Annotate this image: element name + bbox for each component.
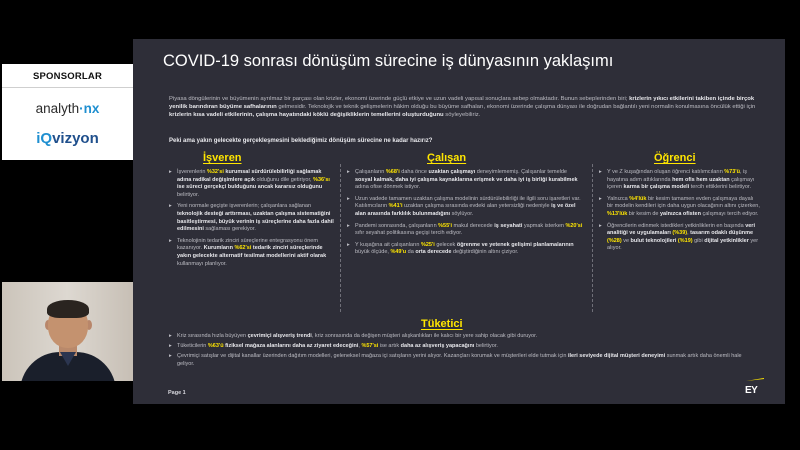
list-item — [347, 223, 583, 238]
analythinx-logo-main: analyth — [35, 101, 80, 116]
list-item — [347, 242, 583, 257]
text-run: İşverenlerin — [177, 169, 207, 175]
sidebar — [0, 0, 133, 450]
iqvizyon-logo-rest: vizyon — [52, 130, 99, 147]
text-run: ise artık — [378, 343, 401, 350]
list-item — [169, 333, 759, 341]
text-run: söylüyor. — [450, 210, 474, 217]
highlight-figure: %49'u — [390, 249, 407, 256]
list-item — [169, 343, 759, 351]
text-run: , kriz sonrasında da değişen müşteri alışkanlıkları ile kalıcı bir yere sahip olacak gibi duruyor. — [311, 333, 538, 339]
text-run: çalışmayı tercih ediyor. — [700, 210, 759, 217]
text-run: tasarım odaklı düşünme — [690, 230, 754, 237]
list-item — [599, 169, 761, 192]
text-run: teknolojik desteği arttırması — [177, 210, 251, 217]
text-run: fiziksel mağaza alanlarını daha az ziyaret edeceğini — [223, 343, 359, 350]
student-heading: Öğrenci — [654, 152, 696, 164]
ey-logo-beam — [746, 378, 764, 381]
text-run: bir kesim de — [627, 210, 660, 217]
text-run: sosyal kalmak, daha iyi çalışma kaynaklarına erişmek ve daha iyi iş birliği kurabilmek — [355, 176, 578, 183]
text-run: Teknolojinin tedarik zinciri süreçlerine entegrasyonu önem kazanıyor. — [177, 237, 318, 252]
sponsor-card — [2, 64, 133, 160]
list-item — [599, 223, 761, 253]
highlight-figure: %63'ü — [207, 343, 224, 350]
highlight-figure: %57'si — [361, 343, 379, 350]
text-run: uzaktan çalışma sırasında evdeki alan yetersizliği nedeniyle — [402, 203, 552, 210]
highlight-figure: %4'lük — [629, 195, 647, 202]
text-run: adına ofise dönmek istiyor. — [355, 184, 421, 191]
student-list — [599, 169, 761, 257]
text-run: uzaktan çalışmayı — [428, 169, 476, 175]
text-run: çevrimiçi alışveriş trendi — [247, 333, 312, 339]
sponsor-title: SPONSORLAR — [32, 71, 103, 82]
list-item — [169, 169, 337, 199]
text-run: makul derecede — [452, 222, 495, 229]
iqvizyon-logo — [2, 130, 133, 147]
list-item — [169, 238, 337, 268]
text-run: belirtiyor. — [474, 343, 498, 350]
highlight-figure: %55'i — [438, 222, 453, 229]
slide-intro — [169, 95, 759, 120]
text-run: da — [406, 249, 416, 256]
highlight-figure: %13'lük — [607, 210, 628, 217]
highlight-figure: %25'i — [420, 241, 435, 248]
highlight-figure: %36'sı — [313, 176, 330, 183]
highlight-figure: %62'si — [234, 245, 252, 252]
text-run: olduğunu dile getiriyor, — [254, 176, 314, 183]
page-number: Page 1 — [168, 390, 186, 396]
text-run: kurumsal sürdürülebilirliği sağlamak adına radikal değişimlere açık — [177, 169, 322, 183]
highlight-figure: (%28) — [607, 237, 622, 244]
presentation-slide — [133, 39, 785, 404]
text-run: , — [687, 230, 691, 237]
analythinx-logo-x: ·nx — [79, 101, 100, 116]
sponsor-divider — [2, 87, 133, 88]
text-run: yapmak isterken — [522, 222, 566, 229]
text-run: Yeni normale geçişte işverenlerin; çalışanlara sağlanan — [177, 203, 312, 210]
slide-title: COVID-19 sonrası dönüşüm sürecine iş dünyasının yaklaşımı — [163, 52, 614, 70]
text-run: bulut teknolojileri — [630, 237, 677, 244]
intro-run: söyleyebiliriz. — [443, 112, 481, 119]
iqvizyon-logo-iq: iQ — [36, 130, 53, 147]
text-run: Öğrencilerin edinmek istedikleri yetkinliklerin en başında — [607, 222, 746, 229]
highlight-figure: (%39) — [672, 230, 688, 237]
highlight-figure: %41'i — [388, 203, 403, 210]
text-run: , iş hayatına adım attıklarında — [607, 169, 748, 183]
intro-run: krizlerin kısa vadeli etkilerinin, çalışma hayatındaki köklü değişikliklerin temellerini oluşturduğunu — [169, 112, 444, 119]
highlight-figure: (%19) — [677, 237, 693, 244]
employer-list — [169, 169, 337, 272]
text-run: büyük ölçüde, — [355, 249, 391, 256]
text-run: Y kuşağına ait çalışanların — [355, 241, 421, 248]
text-run: ise süreci gerçekçi bulduğunu ancak kararsız olduğunu — [177, 184, 323, 191]
text-run: Uzun vadede tamamen uzaktan çalışma modelinin sürdürülebilirliği ile ilgili soru işaretleri var. Katılımcıların — [355, 195, 581, 210]
text-run: sıfır seyahat politikasına geçişi tercih ediyor. — [355, 230, 463, 237]
text-run: orta derecede — [415, 249, 452, 256]
text-run: Y ve Z kuşağından oluşan öğrenci katılımcıların — [607, 169, 725, 175]
employer-heading: İşveren — [203, 152, 242, 164]
text-run: Çevrimiçi satışlar ve dijital kanallar üzerinden dağıtım modelleri, geleneksel mağaza içi satışların yerini alıyor. Kazançları korumak ve müşterileri elde tutmak için — [177, 353, 568, 360]
text-run: , uzaktan çalışma sistematiğini basitleştirmesi, büyük verinin iş süreçlerine daha fazla dahil edilmesini — [177, 210, 334, 233]
speaker-hair — [47, 300, 89, 318]
text-run: deneyimlememiş. Çalışanlar temelde — [475, 169, 567, 175]
text-run: karma bir çalışma modeli — [623, 184, 690, 191]
analythinx-logo — [2, 101, 133, 116]
text-run: tedarik zinciri süreçlerinde yakın gelecekte alternatif tesilmat modellerini aktif olarak — [177, 245, 327, 259]
highlight-figure: %73'ü — [724, 169, 740, 175]
list-item — [347, 169, 583, 192]
text-run: öğrenme ve yetenek gelişimi planlamalarının — [456, 241, 574, 248]
text-run: Çalışanların — [355, 169, 386, 175]
text-run: yalnızca ofisten — [659, 210, 701, 217]
speaker-webcam — [2, 282, 133, 381]
intro-run: krizlerin yıkıcı etkilerini takiben içinde birçok yenilik barındıran büyüme safhalarının — [169, 96, 755, 111]
ey-logo: EY — [745, 385, 758, 396]
text-run: çalışmayı içeren — [607, 176, 755, 191]
column-divider-1 — [340, 164, 341, 312]
text-run: gibi — [692, 237, 705, 244]
list-item — [169, 353, 759, 368]
text-run: veri analitiği ve uygulamaları — [607, 222, 755, 237]
highlight-figure: %68'i — [385, 169, 400, 175]
employee-list — [347, 169, 583, 261]
text-run: tercih ettiklerini belirtiyor. — [689, 184, 751, 191]
text-run: Kurumların — [203, 245, 235, 252]
text-run: dijital yetkinlikler — [704, 237, 749, 244]
text-run: Kriz sırasında hızla büyüyen — [177, 333, 248, 339]
text-run: gelecek — [434, 241, 457, 248]
text-run: kullanmayı planlıyor. — [177, 260, 227, 267]
text-run: değiştirdiğinin altını çiziyor. — [451, 249, 519, 256]
intro-run: gelmesidir. Teknolojik ve teknik gelişmelerin hâkim olduğu bu büyüme safhaları, ekonomi üzerinde çalışma dünyası ile doğrudan bağlantılı yeni normalin konulmasına öncülük ettiği için — [276, 104, 756, 111]
highlight-figure: %32'si — [206, 169, 224, 175]
text-run: yer alıyor. — [607, 237, 759, 252]
list-item — [347, 196, 583, 219]
text-run: bir kesim tamamen evden çalışmaya dayalı bir modelin kendileri için daha uygun olacağının altını çizerken, — [607, 195, 760, 210]
highlight-figure: %20'si — [565, 222, 583, 229]
consumer-heading: Tüketici — [421, 318, 463, 330]
text-run: Yalnızca — [607, 195, 630, 202]
employee-heading: Çalışan — [427, 152, 467, 164]
text-run: belirtiyor. — [177, 191, 200, 198]
text-run: sunmak artık daha önemli hale geliyor. — [177, 353, 742, 367]
text-run: daha az alışveriş yapacağını — [400, 343, 475, 350]
text-run: iş ve özel alan arasında farklılık bulunmadığını — [355, 203, 576, 217]
consumer-list — [169, 333, 759, 371]
text-run: , — [358, 343, 362, 350]
intro-run: Piyasa döngülerinin ve büyümenin ayrılmaz bir parçası olan krizler, ekonomi üzerinde güçlü etkiye ve uzun vadeli yapısal sonuçlara sebep olmaktadır. Bunun sebeplerinden biri; — [169, 96, 630, 102]
text-run: ileri seviyede dijital müşteri deneyimi — [567, 353, 666, 360]
text-run: sağlaması gerekiyor. — [203, 226, 256, 233]
text-run: Pandemi sonrasında, çalışanların — [355, 222, 439, 229]
slide-question: Peki ama yakın gelecekte gerçekleşmesini beklediğimiz dönüşüm sürecine ne kadar hazırız? — [169, 138, 433, 144]
text-run: iş seyahati — [494, 222, 523, 229]
column-divider-2 — [592, 164, 593, 312]
text-run: ve — [621, 237, 631, 244]
text-run: Tüketicilerin — [177, 343, 208, 350]
list-item — [599, 196, 761, 219]
list-item — [169, 203, 337, 233]
text-run: daha önce — [399, 169, 429, 175]
text-run: hem ofis hem uzaktan — [672, 176, 730, 183]
